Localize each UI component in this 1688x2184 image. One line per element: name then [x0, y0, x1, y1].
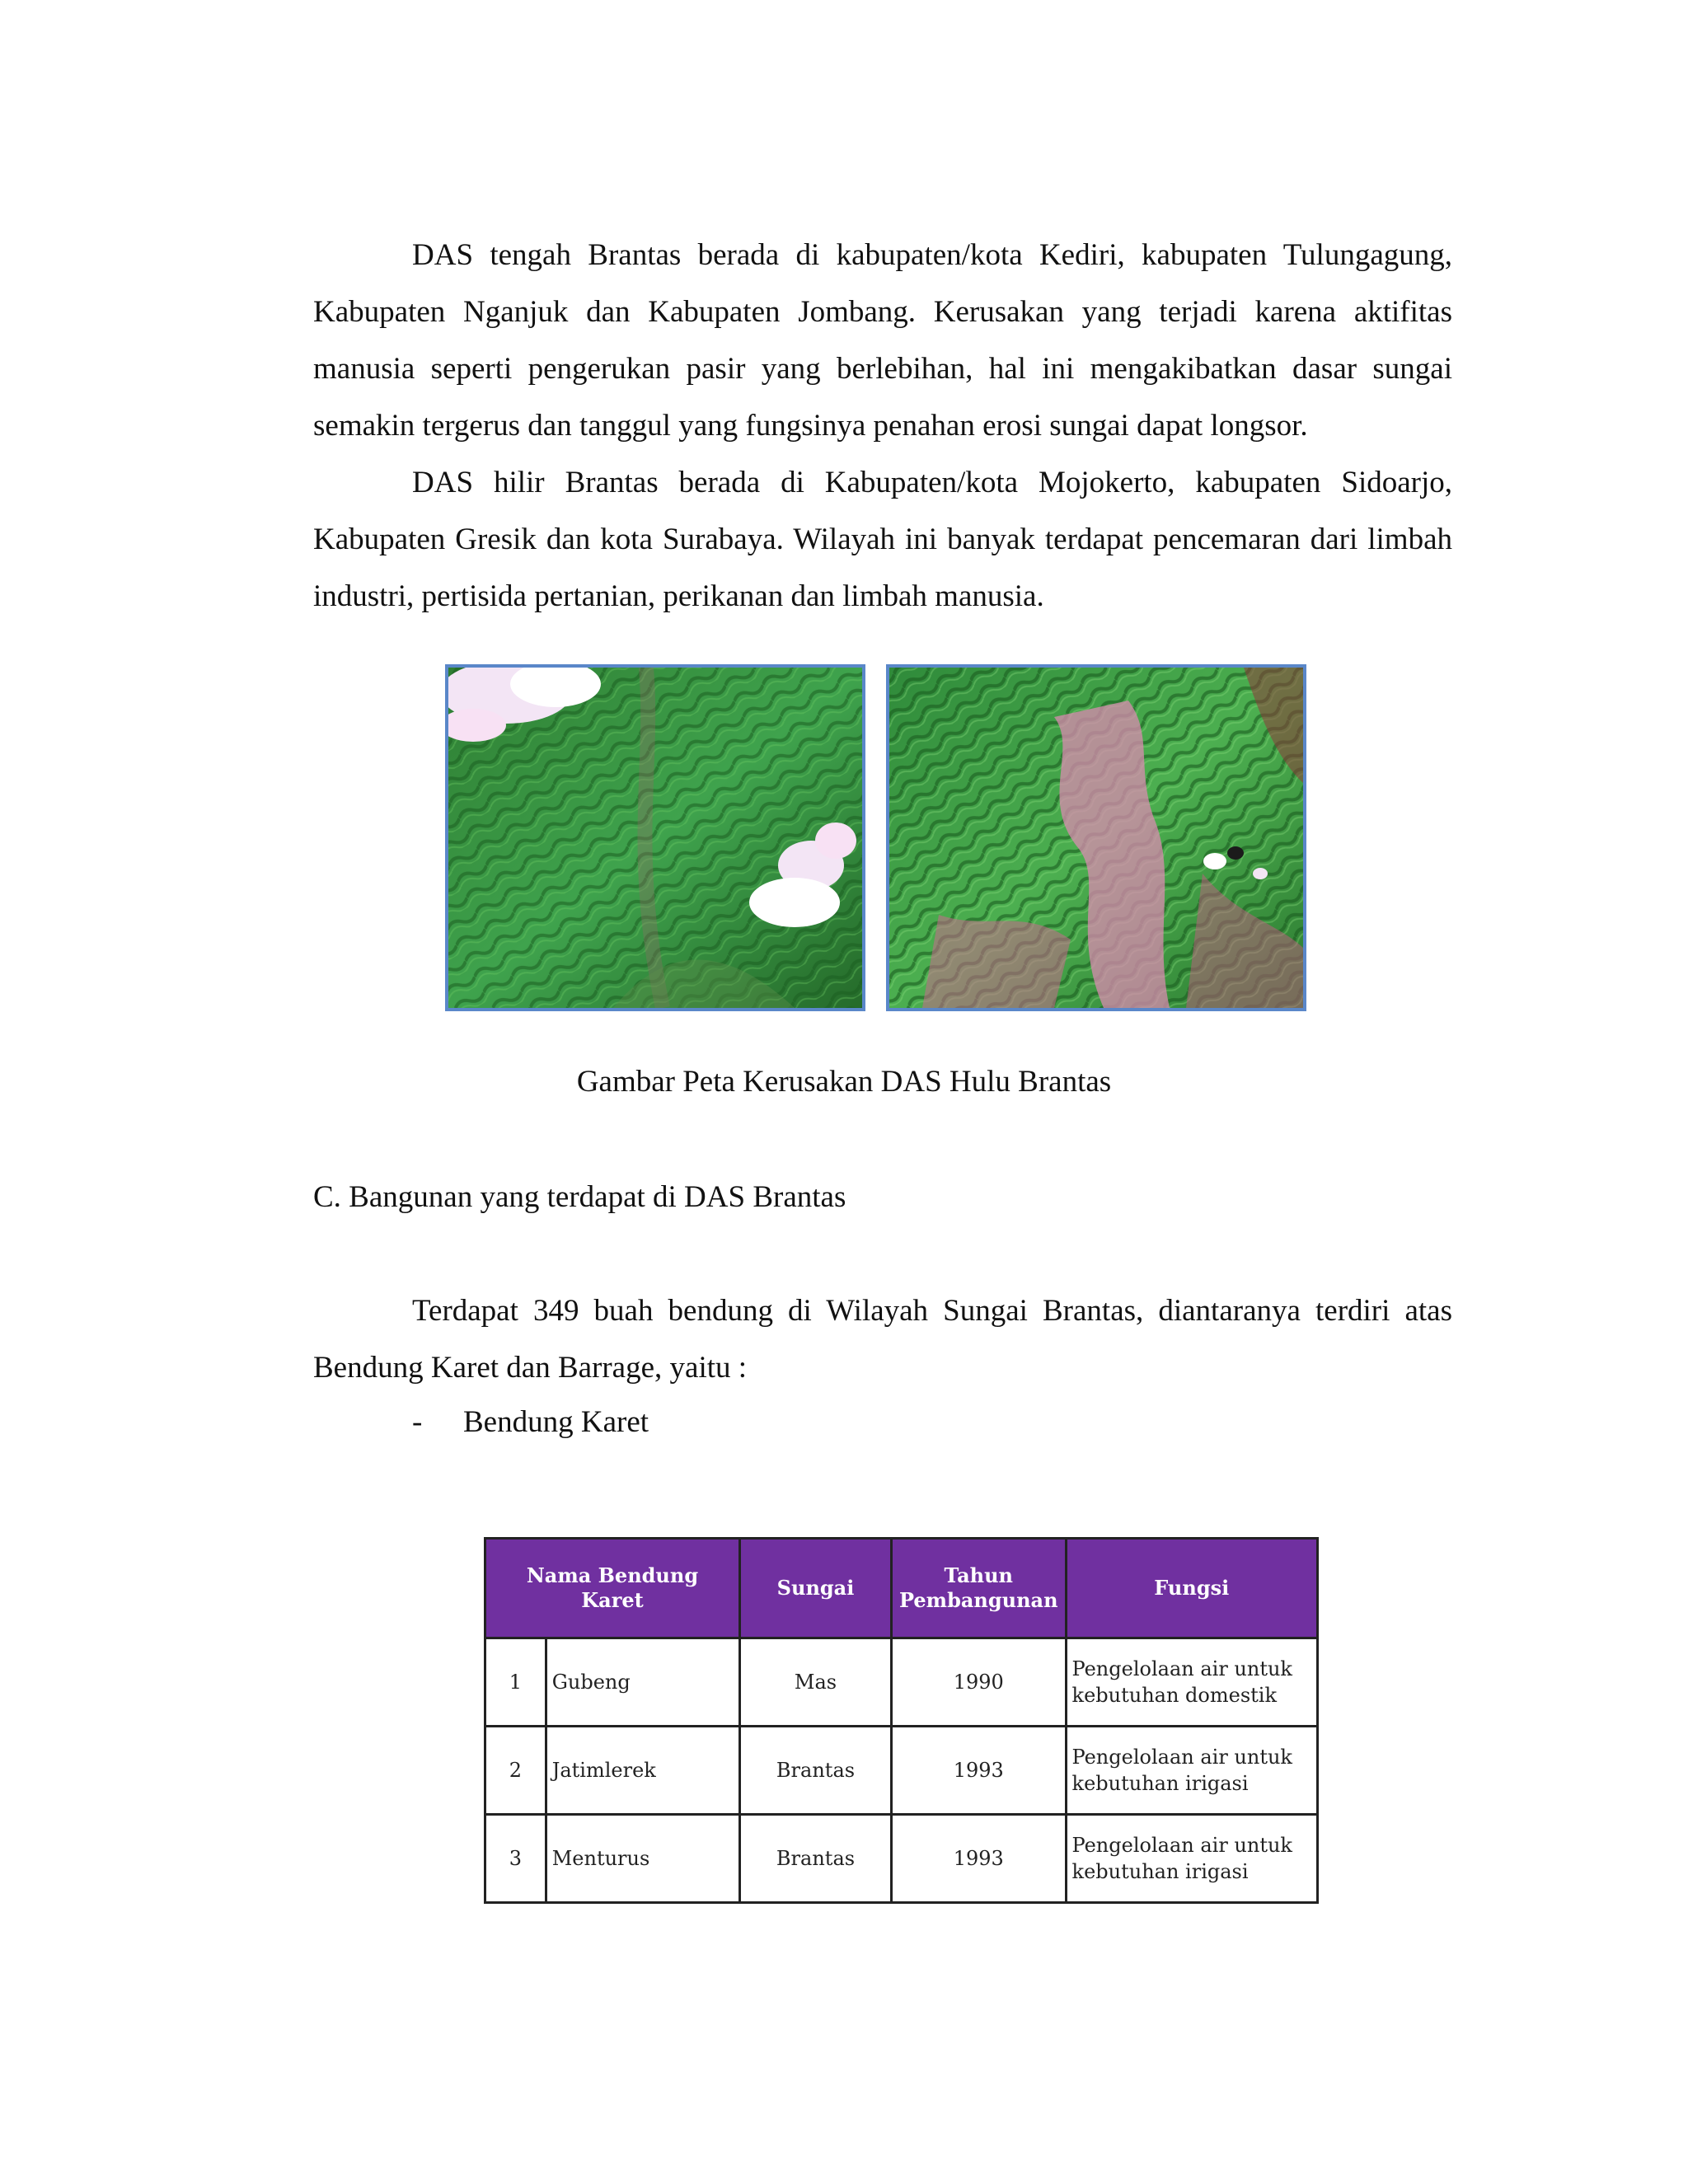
row-number: 2 — [485, 1727, 546, 1815]
row-function-line1: Pengelolaan air untuk — [1071, 1657, 1292, 1680]
row-river: Brantas — [740, 1727, 892, 1815]
row-number: 3 — [485, 1815, 546, 1903]
row-year: 1990 — [892, 1638, 1067, 1727]
row-function-line2: kebutuhan irigasi — [1071, 1860, 1249, 1883]
table-row — [485, 1727, 1318, 1815]
row-year: 1993 — [892, 1815, 1067, 1903]
header-year-line1: Tahun — [944, 1563, 1013, 1587]
bullet-dash: - — [412, 1405, 423, 1439]
satellite-map-after — [886, 664, 1306, 1011]
row-river: Brantas — [740, 1815, 892, 1903]
paragraph-das-hilir — [313, 454, 1452, 625]
row-number: 1 — [485, 1638, 546, 1727]
row-function — [1066, 1727, 1317, 1815]
row-name: Menturus — [546, 1815, 739, 1903]
table-row — [485, 1815, 1318, 1903]
header-function: Fungsi — [1066, 1539, 1317, 1638]
row-name: Jatimlerek — [546, 1727, 739, 1815]
header-year — [892, 1539, 1067, 1638]
row-function-line1: Pengelolaan air untuk — [1071, 1746, 1292, 1769]
bullet-item — [412, 1402, 649, 1443]
bullet-label: Bendung Karet — [463, 1405, 649, 1439]
paragraph-text: DAS tengah Brantas berada di kabupaten/kota Kediri, kabupaten Tulungagung, Kabupaten Nganjuk dan Kabupaten Jombang. Kerusakan yang terjadi karena aktifitas manusia seperti pengerukan pasir yang berlebihan, hal ini mengakibatkan dasar sungai semakin tergerus dan tanggul yang fungsinya penahan erosi sungai dapat longsor. — [313, 238, 1452, 443]
row-function-line2: kebutuhan domestik — [1071, 1684, 1278, 1707]
row-function — [1066, 1815, 1317, 1903]
row-function-line1: Pengelolaan air untuk — [1071, 1834, 1292, 1857]
satellite-map-figure — [445, 664, 1306, 1011]
row-function-line2: kebutuhan irigasi — [1071, 1772, 1249, 1795]
table-header-row — [485, 1539, 1318, 1638]
section-heading: C. Bangunan yang terdapat di DAS Brantas — [313, 1180, 846, 1214]
row-name: Gubeng — [546, 1638, 739, 1727]
bendung-karet-table — [484, 1537, 1319, 1904]
header-name: Nama Bendung Karet — [485, 1539, 740, 1638]
header-river: Sungai — [740, 1539, 892, 1638]
paragraph-text: DAS hilir Brantas berada di Kabupaten/kota Mojokerto, kabupaten Sidoarjo, Kabupaten Gresik dan kota Surabaya. Wilayah ini banyak terdapat pencemaran dari limbah industri, pertisida pertanian, perikanan dan limbah manusia. — [313, 466, 1452, 613]
row-river: Mas — [740, 1638, 892, 1727]
figure-caption: Gambar Peta Kerusakan DAS Hulu Brantas — [576, 1065, 1112, 1099]
paragraph-text: Terdapat 349 buah bendung di Wilayah Sungai Brantas, diantaranya terdiri atas Bendung Karet dan Barrage, yaitu : — [313, 1294, 1452, 1385]
row-function — [1066, 1638, 1317, 1727]
header-year-line2: Pembangunan — [899, 1588, 1058, 1612]
satellite-map-before — [445, 664, 865, 1011]
paragraph-bendung — [313, 1282, 1452, 1396]
table-row — [485, 1638, 1318, 1727]
row-year: 1993 — [892, 1727, 1067, 1815]
paragraph-das-tengah — [313, 227, 1452, 454]
